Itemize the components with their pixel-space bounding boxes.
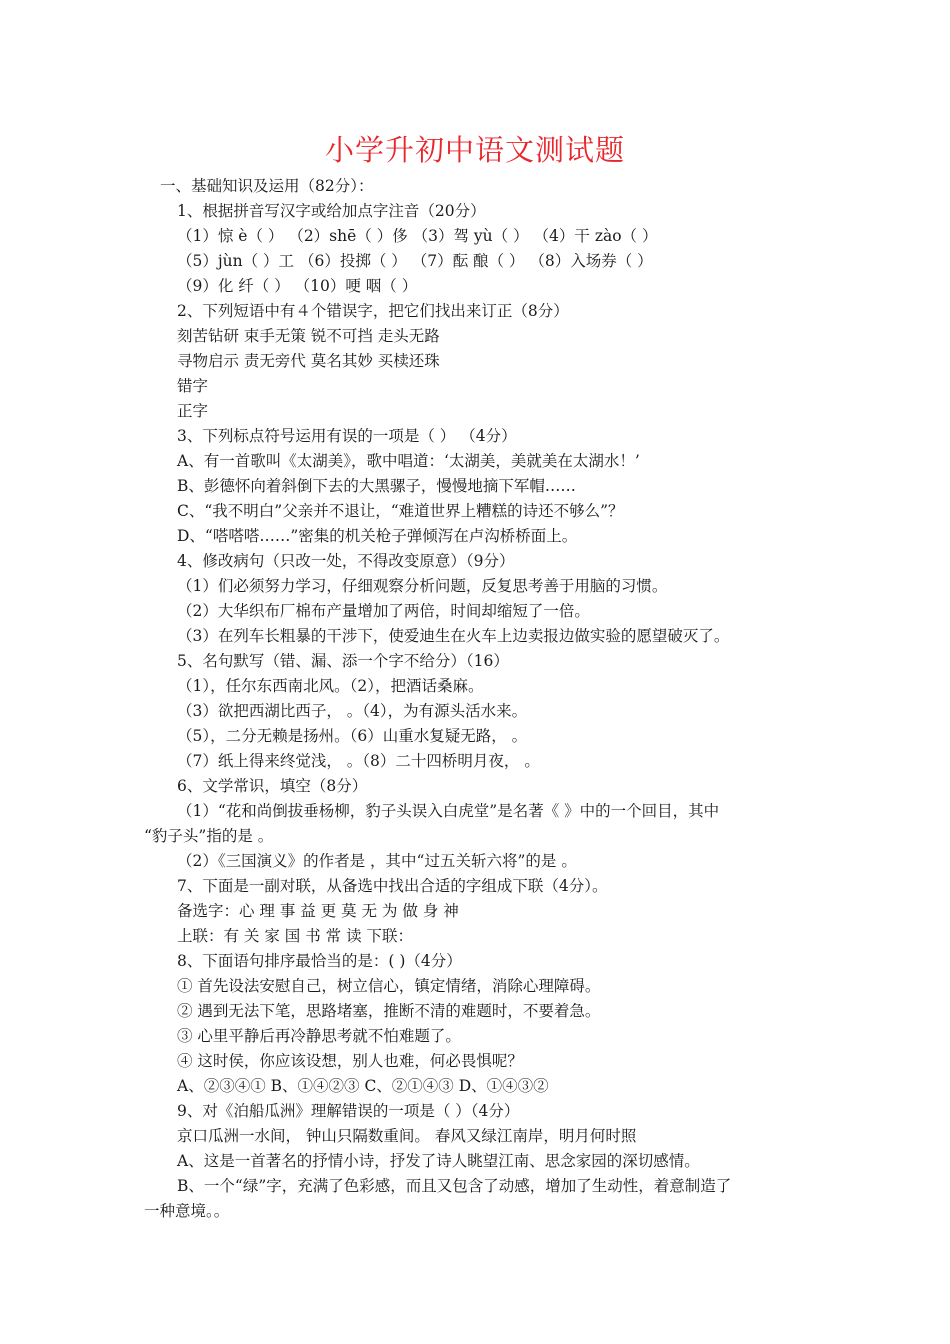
text-line: （3）在列车长粗暴的干涉下，使爱迪生在火车上边卖报边做实验的愿望破灭了。 bbox=[177, 627, 730, 645]
question-4: 4、修改病句（只改一处，不得改变原意）（9分） bbox=[177, 552, 515, 570]
option-c: C、“我不明白”父亲并不退让，“难道世界上糟糕的诗还不够么”？ bbox=[177, 502, 624, 520]
text-line: 错字 bbox=[177, 377, 209, 395]
question-3: 3、下列标点符号运用有误的一项是（ ） （4分） bbox=[177, 427, 517, 445]
text-line: （1）“花和尚倒拔垂杨柳，豹子头误入白虎堂”是名著《 》中的一个回目，其中 bbox=[177, 802, 720, 820]
question-5: 5、名句默写（错、漏、添一个字不给分）（16） bbox=[177, 652, 509, 670]
question-7: 7、下面是一副对联，从备选中找出合适的字组成下联（4分）。 bbox=[177, 877, 608, 895]
text-line: “豹子头”指的是 。 bbox=[144, 827, 274, 845]
text-line: （1）们必须努力学习，仔细观察分析问题，反复思考善于用脑的习惯。 bbox=[177, 577, 668, 595]
option-d: D、“嗒嗒嗒……”密集的机关枪子弹倾泻在卢沟桥桥面上。 bbox=[177, 527, 578, 545]
text-line: 寻物启示 责无旁代 莫名其妙 买椟还珠 bbox=[177, 352, 440, 370]
text-line: ② 遇到无法下笔，思路堵塞，推断不清的难题时，不要着急。 bbox=[177, 1002, 601, 1020]
text-line: （2）大华织布厂棉布产量增加了两倍，时间却缩短了一倍。 bbox=[177, 602, 590, 620]
section-heading: 一、基础知识及运用（82分）： bbox=[160, 177, 374, 195]
text-line: （5），二分无赖是扬州。（6）山重水复疑无路， 。 bbox=[177, 727, 528, 745]
option-a: A、这是一首著名的抒情小诗，抒发了诗人眺望江南、思念家园的深切感情。 bbox=[177, 1152, 700, 1170]
text-line: （7）纸上得来终觉浅， 。（8）二十四桥明月夜， 。 bbox=[177, 752, 540, 770]
text-line: 备选字：心 理 事 益 更 莫 无 为 做 身 神 bbox=[177, 902, 459, 920]
text-line: （1），任尔东西南北风。（2），把酒话桑麻。 bbox=[177, 677, 484, 695]
answer-options: A、②③④① B、①④②③ C、②①④③ D、①④③② bbox=[177, 1077, 549, 1095]
option-b: B、彭德怀向着斜倒下去的大黑骡子，慢慢地摘下军帽…… bbox=[177, 477, 576, 495]
page-title: 小学升初中语文测试题 bbox=[324, 133, 625, 167]
text-line: ③ 心里平静后再冷静思考就不怕难题了。 bbox=[177, 1027, 461, 1045]
question-2: 2、下列短语中有４个错误字，把它们找出来订正（8分） bbox=[177, 302, 569, 320]
text-line: 上联：有 关 家 国 书 常 读 下联： bbox=[177, 927, 413, 945]
text-line: （9）化 纤（ ） （10）哽 咽（ ） bbox=[177, 277, 418, 295]
text-line: （1）惊 è（ ） （2）shē（ ）侈 （3）驾 yù（ ） （4）干 zào（ ） bbox=[177, 227, 658, 245]
text-line: 刻苦钻研 束手无策 锐不可挡 走头无路 bbox=[177, 327, 440, 345]
question-8: 8、下面语句排序最恰当的是：( )（4分） bbox=[177, 952, 462, 970]
poem-text: 京口瓜洲一水间， 钟山只隔数重间。 春风又绿江南岸，明月何时照 bbox=[177, 1127, 637, 1145]
text-line: （3）欲把西湖比西子， 。（4），为有源头活水来。 bbox=[177, 702, 528, 720]
question-6: 6、文学常识，填空（8分） bbox=[177, 777, 368, 795]
text-line: ④ 这时侯，你应该设想，别人也难，何必畏惧呢？ bbox=[177, 1052, 523, 1070]
option-b: B、一个“绿”字，充满了色彩感，而且又包含了动感，增加了生动性，着意制造了 bbox=[177, 1177, 732, 1195]
text-line: （2）《三国演义》的作者是 ，其中“过五关斩六将”的是 。 bbox=[177, 852, 577, 870]
text-line: ① 首先设法安慰自己，树立信心，镇定情绪，消除心理障碍。 bbox=[177, 977, 601, 995]
text-line: 一种意境。。 bbox=[144, 1202, 230, 1220]
question-1: 1、根据拼音写汉字或给加点字注音（20分） bbox=[177, 202, 486, 220]
text-line: （5）jùn（ ）工 （6）投掷（ ） （7）酝 酿（ ） （8）入场券（ ） bbox=[177, 252, 653, 270]
question-9: 9、对《泊船瓜洲》理解错误的一项是（ ）（4分） bbox=[177, 1102, 520, 1120]
text-line: 正字 bbox=[177, 402, 209, 420]
option-a: A、有一首歌叫《太湖美》，歌中唱道：‘太湖美，美就美在太湖水！’ bbox=[177, 452, 640, 470]
